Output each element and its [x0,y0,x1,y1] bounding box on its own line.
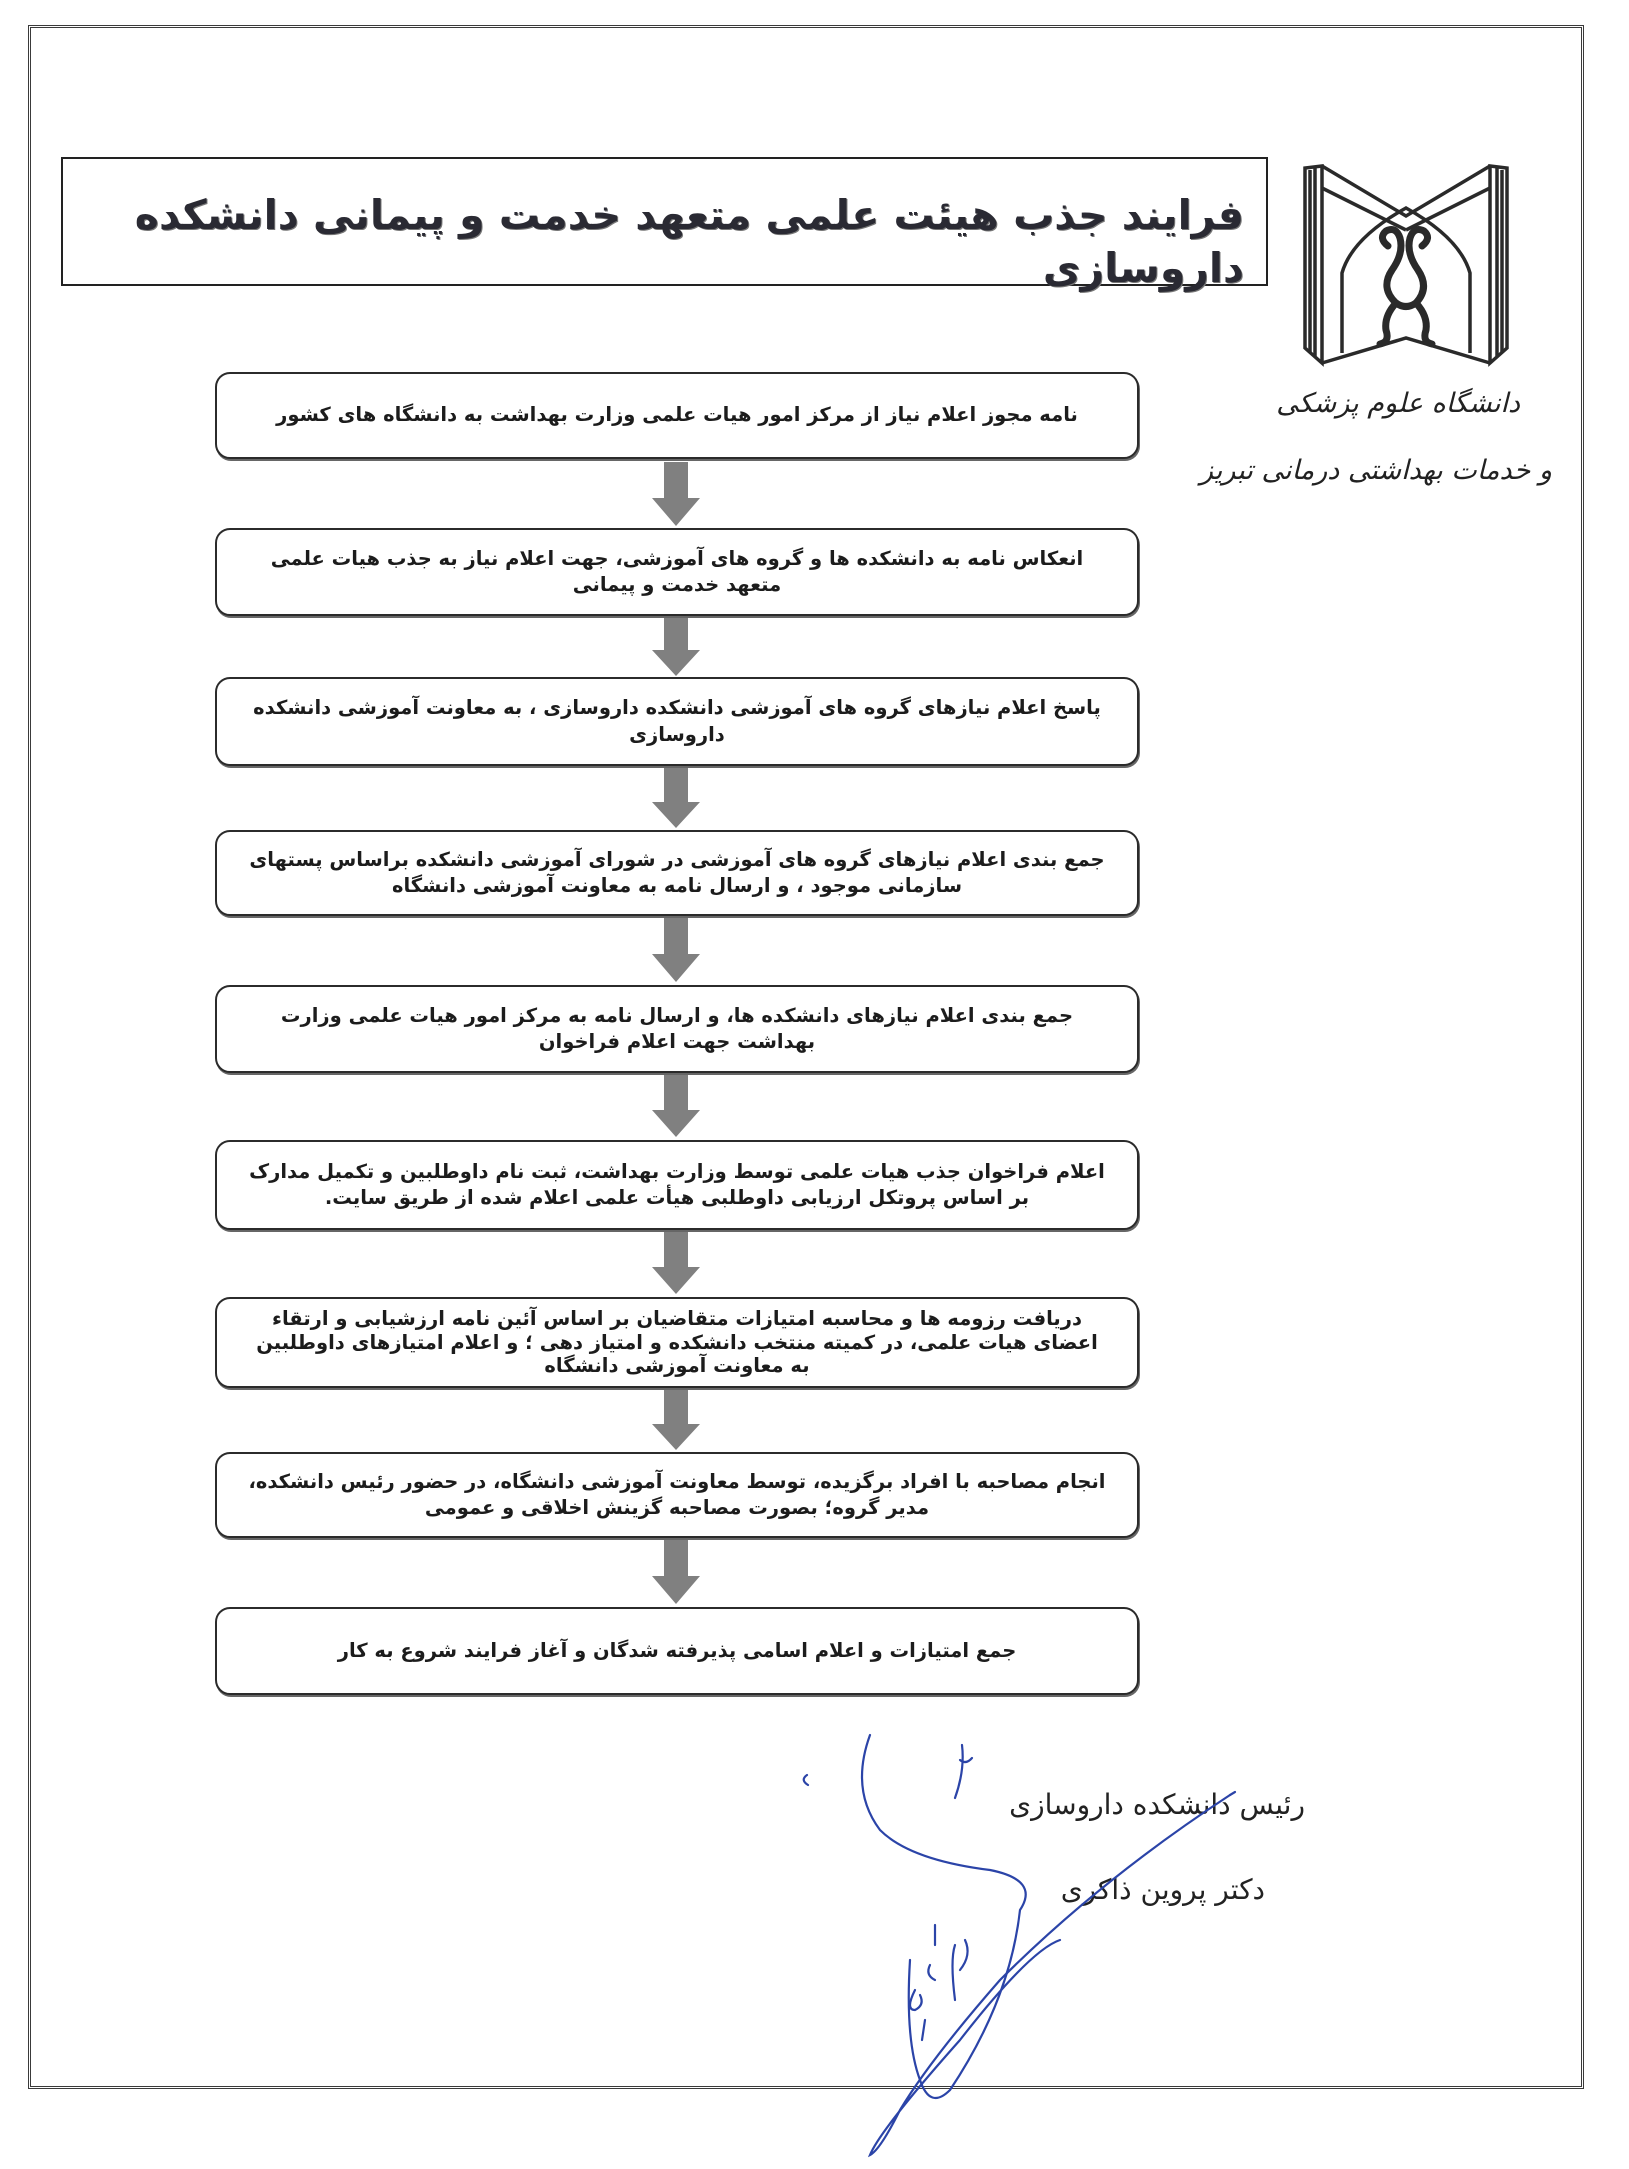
flow-step-text: نامه مجوز اعلام نیاز از مرکز امور هیات علمی وزارت بهداشت به دانشگاه های کشور [276,403,1078,427]
down-arrow-icon [651,1232,701,1294]
down-arrow-icon [651,462,701,526]
signatory-position: رئیس دانشکده داروسازی [1009,1788,1305,1821]
title-box [61,157,1268,293]
document-title: فرایند جذب هیئت علمی متعهد خدمت و پیمانی دانشکده داروسازی [134,191,1244,293]
flow-step-text: جمع امتیازات و اعلام اسامی پذیرفته شدگان و آغاز فرایند شروع به کار [337,1638,1017,1662]
down-arrow-icon [651,618,701,676]
logo-caption-line1: دانشگاه علوم پزشکی [1276,388,1520,419]
flow-step-8 [215,1452,1139,1538]
flow-step-text: جمع بندی اعلام نیازهای دانشکده ها، و ارسال نامه به مرکز امور هیات علمی وزارت بهداشت جهت اعلام فراخوان [280,1003,1074,1053]
flow-step-text: اعلام فراخوان جذب هیات علمی توسط وزارت بهداشت، ثبت نام داوطلبین و تکمیل مدارک بر اساس پروتکل ارزیابی داوطلبی هیأت علمی اعلام شده از طریق سایت. [249,1159,1105,1209]
logo-caption-line2: و خدمات بهداشتی درمانی تبریز [1200,455,1552,486]
down-arrow-icon [651,768,701,828]
down-arrow-icon [651,1390,701,1450]
university-emblem-icon [1300,158,1512,372]
flow-step-text: انعکاس نامه به دانشکده ها و گروه های آموزشی، جهت اعلام نیاز به جذب هیات علمی متعهد خدمت و پیمانی [270,546,1084,596]
flow-step-1 [215,372,1139,459]
flow-step-text: پاسخ اعلام نیازهای گروه های آموزشی دانشکده داروسازی ، به معاونت آموزشی دانشکده داروسازی [253,696,1101,746]
flow-step-text: جمع بندی اعلام نیازهای گروه های آموزشی در شورای آموزشی دانشکده براساس پستهای سازمانی موجود ، و ارسال نامه به معاونت آموزشی دانشگاه [249,847,1105,897]
flow-step-5 [215,985,1139,1073]
flow-step-6 [215,1140,1139,1230]
down-arrow-icon [651,1540,701,1604]
flow-step-7 [215,1297,1139,1388]
signatory-name: دکتر پروین ذاکری [1060,1873,1265,1906]
flow-step-2 [215,528,1139,616]
down-arrow-icon [651,918,701,982]
flow-step-9 [215,1607,1139,1695]
down-arrow-icon [651,1075,701,1137]
flow-step-text: دریافت رزومه ها و محاسبه امتیازات متقاضیان بر اساس آئین نامه ارزشیابی و ارتقاء اعضای هیات علمی، در کمیته منتخب دانشکده و امتیاز دهی ؛ و اعلام امتیازهای داوطلبین به معاونت آموزشی دانشگاه [256,1306,1098,1378]
flow-step-4 [215,830,1139,916]
flow-step-text: انجام مصاحبه با افراد برگزیده، توسط معاونت آموزشی دانشگاه، در حضور رئیس دانشکده، مدیر گروه؛ بصورت مصاحبه گزینش اخلاقی و عمومی [248,1469,1106,1519]
flow-step-3 [215,677,1139,766]
